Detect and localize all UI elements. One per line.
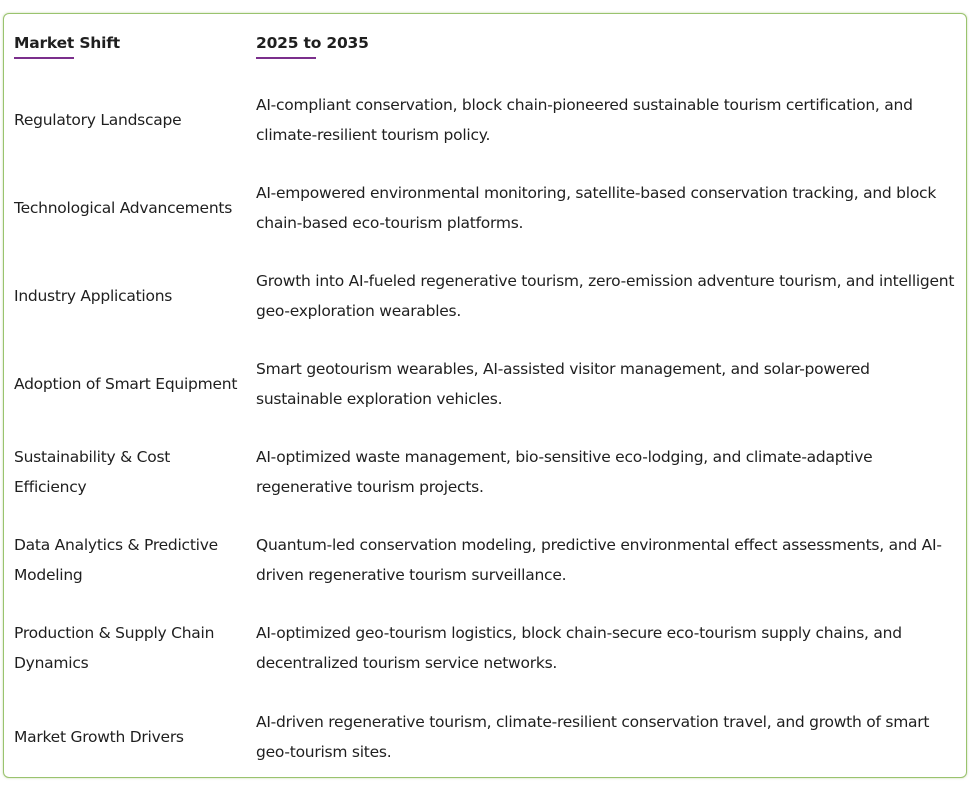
table-row [14,252,964,340]
table-row [14,164,964,252]
header-market-shift-label: Market Shift [14,34,121,52]
header-market-shift [14,14,256,76]
shift-cell: Regulatory Landscape [14,111,182,129]
description-cell: Smart geotourism wearables, AI-assisted visitor management, and solar-powered sustainable exploration vehicles. [256,360,870,408]
description-cell: Growth into AI-fueled regenerative tourism, zero-emission adventure tourism, and intelligent geo-exploration wearables. [256,272,955,320]
market-shift-table [14,14,964,782]
market-shift-card [3,13,967,778]
table-row [14,516,964,604]
shift-cell: Sustainability & Cost Efficiency [14,448,171,496]
header-period-underline [256,57,316,59]
table-row [14,604,964,692]
table-row [14,428,964,516]
shift-cell: Technological Advancements [14,199,233,217]
table-row [14,340,964,428]
header-market-shift-underline [14,57,74,59]
shift-cell: Market Growth Drivers [14,728,184,746]
table-header-row [14,14,964,76]
header-period [256,14,964,76]
description-cell: AI-driven regenerative tourism, climate-resilient conservation travel, and growth of smart geo-tourism sites. [256,713,930,761]
description-cell: AI-optimized waste management, bio-sensitive eco-lodging, and climate-adaptive regenerative tourism projects. [256,448,873,496]
table-row [14,692,964,782]
shift-cell: Data Analytics & Predictive Modeling [14,536,218,584]
shift-cell: Production & Supply Chain Dynamics [14,624,215,672]
shift-cell: Industry Applications [14,287,173,305]
shift-cell: Adoption of Smart Equipment [14,375,238,393]
description-cell: AI-empowered environmental monitoring, satellite-based conservation tracking, and block chain-based eco-tourism platforms. [256,184,937,232]
table-row [14,76,964,164]
header-period-label: 2025 to 2035 [256,34,369,52]
description-cell: AI-optimized geo-tourism logistics, block chain-secure eco-tourism supply chains, and decentralized tourism service networks. [256,624,902,672]
description-cell: Quantum-led conservation modeling, predictive environmental effect assessments, and AI-driven regenerative tourism surveillance. [256,536,942,584]
description-cell: AI-compliant conservation, block chain-pioneered sustainable tourism certification, and climate-resilient tourism policy. [256,96,913,144]
